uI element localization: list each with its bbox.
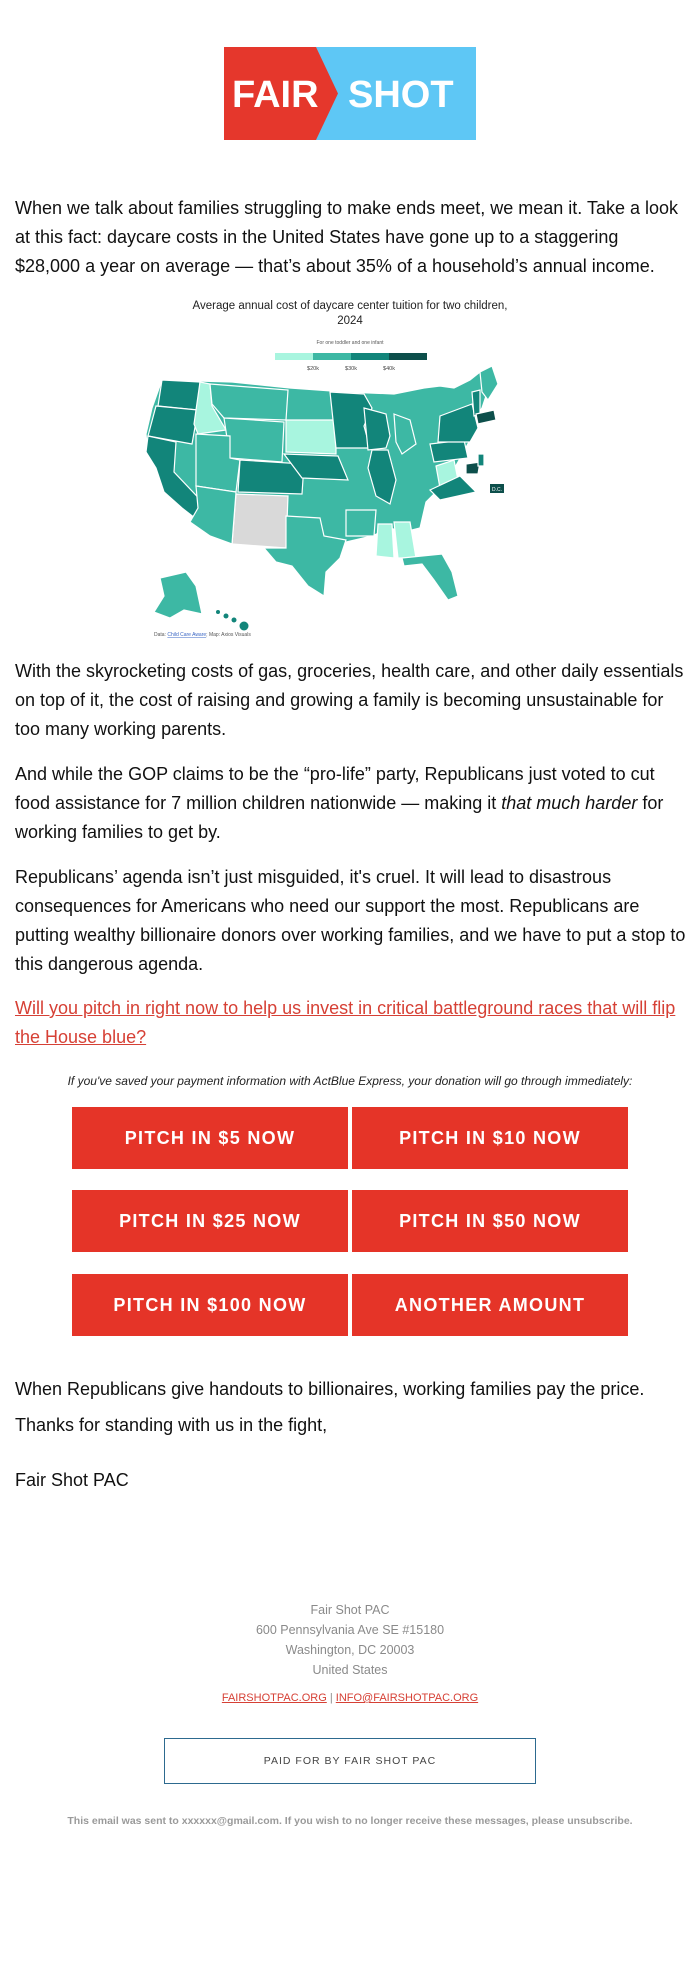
state-new-mexico: [232, 494, 288, 548]
state-pennsylvania: [430, 440, 468, 462]
link-separator: |: [329, 1692, 333, 1704]
legend-swatch-1: [275, 353, 313, 360]
pitch-in-10-button[interactable]: PITCH IN $10 NOW: [352, 1107, 628, 1169]
agenda-paragraph: Republicans’ agenda isn’t just misguided, it's cruel. It will lead to disastrous consequences for Americans who need our support the most. Republicans are putting wealthy billionaire donors over working families, and we have to put a stop to this dangerous agenda.: [15, 867, 686, 974]
state-alaska: [154, 572, 202, 618]
footer-city: Washington, DC 20003: [285, 1643, 415, 1657]
cta-donate-link[interactable]: Will you pitch in right now to help us invest in critical battleground races that will flip the House blue?: [15, 998, 676, 1047]
map-source: Data: Child Care Aware; Map: Axios Visuals: [154, 632, 251, 638]
state-hawaii: [216, 610, 249, 631]
actblue-express-note: If you've saved your payment information with ActBlue Express, your donation will go through immediately:: [67, 1074, 633, 1088]
another-amount-button[interactable]: ANOTHER AMOUNT: [352, 1274, 628, 1336]
map-title-line1: Average annual cost of daycare center tuition for two children,: [192, 300, 508, 312]
website-link[interactable]: FAIRSHOTPAC.ORG: [221, 1692, 327, 1704]
intro-paragraph: When we talk about families struggling to make ends meet, we mean it. Take a look at this fact: daycare costs in the United States have gone up to a staggering $28,000 a year on average — that’s about 35% of a household’s annual income.: [15, 198, 679, 276]
state-arizona: [190, 486, 236, 544]
legend-swatch-2: [313, 353, 351, 360]
gop-paragraph: And while the GOP claims to be the “pro-life” party, Republicans just voted to cut food assistance for 7 million children nationwide — making it that much harder for working families to get by.: [15, 764, 664, 842]
map-legend: [275, 353, 427, 372]
legend-label-40k: $40k: [383, 366, 395, 372]
state-washington: [158, 380, 200, 410]
state-delaware: [478, 454, 484, 466]
logo-text-shot: SHOT: [348, 74, 454, 116]
footer-org: Fair Shot PAC: [310, 1603, 390, 1617]
pitch-in-50-button[interactable]: PITCH IN $50 NOW: [352, 1190, 628, 1252]
daycare-cost-map: [140, 296, 560, 642]
fair-shot-logo: [224, 47, 476, 140]
pitch-in-25-button[interactable]: PITCH IN $25 NOW: [72, 1190, 348, 1252]
legend-label-30k: $30k: [345, 366, 357, 372]
state-south-dakota: [286, 420, 336, 454]
costs-paragraph: With the skyrocketing costs of gas, groceries, health care, and other daily essentials on top of it, the cost of raising and growing a family is becoming unsustainable for too many working parents.: [15, 661, 684, 739]
state-wisconsin: [364, 408, 390, 450]
map-title-line2: 2024: [337, 315, 363, 327]
legend-swatch-4: [389, 353, 427, 360]
dc-label: D.C.: [492, 487, 502, 493]
email-link[interactable]: INFO@FAIRSHOTPAC.ORG: [335, 1692, 479, 1704]
thanks-paragraph: Thanks for standing with us in the fight,: [15, 1415, 328, 1435]
state-wyoming: [224, 418, 284, 462]
state-arkansas: [346, 510, 376, 536]
legend-label-20k: $20k: [307, 366, 319, 372]
state-florida: [402, 554, 458, 600]
logo-text-fair: FAIR: [232, 74, 319, 116]
closing-paragraph: When Republicans give handouts to billionaires, working families pay the price.: [15, 1379, 645, 1399]
footer-street: 600 Pennsylvania Ave SE #15180: [255, 1623, 445, 1637]
state-mississippi: [376, 524, 394, 558]
pitch-in-100-button[interactable]: PITCH IN $100 NOW: [72, 1274, 348, 1336]
unsubscribe-notice: This email was sent to xxxxxx@gmail.com. If you wish to no longer receive these messages, please unsubscribe.: [67, 1815, 633, 1827]
emphasis-text: that much harder: [501, 793, 638, 813]
us-map-states: [146, 366, 498, 631]
state-montana: [210, 384, 288, 420]
signature: Fair Shot PAC: [15, 1470, 129, 1490]
pitch-in-5-button[interactable]: PITCH IN $5 NOW: [72, 1107, 348, 1169]
footer-country: United States: [312, 1663, 388, 1677]
map-source-link: Child Care Aware: [167, 632, 207, 638]
paid-for-box: PAID FOR BY FAIR SHOT PAC: [164, 1738, 536, 1784]
legend-swatch-3: [351, 353, 389, 360]
footer-links: [0, 1692, 700, 1704]
cta-paragraph: [15, 994, 687, 1052]
map-subtitle: For one toddler and one infant: [316, 340, 384, 346]
state-vermont: [472, 390, 480, 416]
